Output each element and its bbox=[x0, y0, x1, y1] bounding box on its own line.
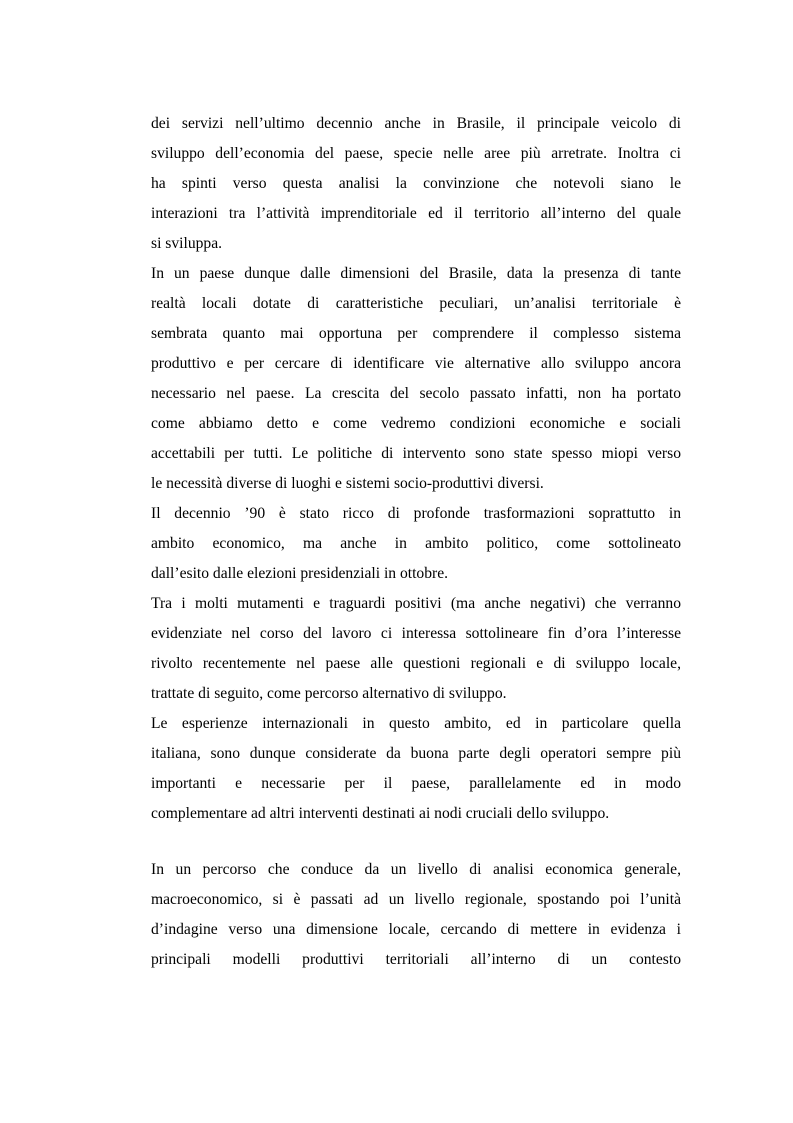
text-line: ambito economico, ma anche in ambito politico, come sottolineato bbox=[151, 535, 681, 552]
text-line: In un percorso che conduce da un livello di analisi economica generale, bbox=[151, 861, 681, 878]
text-line: come abbiamo detto e come vedremo condizioni economiche e sociali bbox=[151, 415, 681, 432]
text-line: realtà locali dotate di caratteristiche peculiari, un’analisi territoriale è bbox=[151, 295, 681, 312]
text-line: principali modelli produttivi territoriali all’interno di un contesto bbox=[151, 951, 681, 968]
text-line: italiana, sono dunque considerate da buona parte degli operatori sempre più bbox=[151, 745, 681, 762]
text-line: d’indagine verso una dimensione locale, cercando di mettere in evidenza i bbox=[151, 921, 681, 938]
text-line: le necessità diverse di luoghi e sistemi socio-produttivi diversi. bbox=[151, 475, 544, 492]
text-line: interazioni tra l’attività imprenditoriale ed il territorio all’interno del quale bbox=[151, 205, 681, 222]
text-line: Le esperienze internazionali in questo ambito, ed in particolare quella bbox=[151, 715, 681, 732]
text-line: ha spinti verso questa analisi la convinzione che notevoli siano le bbox=[151, 175, 681, 192]
text-line: sembrata quanto mai opportuna per comprendere il complesso sistema bbox=[151, 325, 681, 342]
text-line: trattate di seguito, come percorso alternativo di sviluppo. bbox=[151, 685, 507, 702]
text-line: Il decennio ’90 è stato ricco di profonde trasformazioni soprattutto in bbox=[151, 505, 681, 522]
text-line: accettabili per tutti. Le politiche di intervento sono state spesso miopi verso bbox=[151, 445, 681, 462]
paragraph-block-2 bbox=[151, 855, 681, 975]
text-line: evidenziate nel corso del lavoro ci interessa sottolineare fin d’ora l’interesse bbox=[151, 625, 681, 642]
text-line: dall’esito dalle elezioni presidenziali in ottobre. bbox=[151, 565, 449, 582]
text-line: Tra i molti mutamenti e traguardi positivi (ma anche negativi) che verranno bbox=[151, 595, 681, 612]
text-line: complementare ad altri interventi destinati ai nodi cruciali dello sviluppo. bbox=[151, 805, 610, 822]
text-line: necessario nel paese. La crescita del secolo passato infatti, non ha portato bbox=[151, 385, 681, 402]
text-line: In un paese dunque dalle dimensioni del Brasile, data la presenza di tante bbox=[151, 265, 681, 282]
paragraph-block-1 bbox=[151, 109, 681, 829]
text-line: importanti e necessarie per il paese, parallelamente ed in modo bbox=[151, 775, 681, 792]
text-line: produttivo e per cercare di identificare vie alternative allo sviluppo ancora bbox=[151, 355, 681, 372]
text-line: si sviluppa. bbox=[151, 235, 223, 252]
text-line: dei servizi nell’ultimo decennio anche in Brasile, il principale veicolo di bbox=[151, 115, 681, 132]
text-line: sviluppo dell’economia del paese, specie nelle aree più arretrate. Inoltra ci bbox=[151, 145, 681, 162]
text-line: rivolto recentemente nel paese alle questioni regionali e di sviluppo locale, bbox=[151, 655, 681, 672]
text-line: macroeconomico, si è passati ad un livello regionale, spostando poi l’unità bbox=[151, 891, 681, 908]
